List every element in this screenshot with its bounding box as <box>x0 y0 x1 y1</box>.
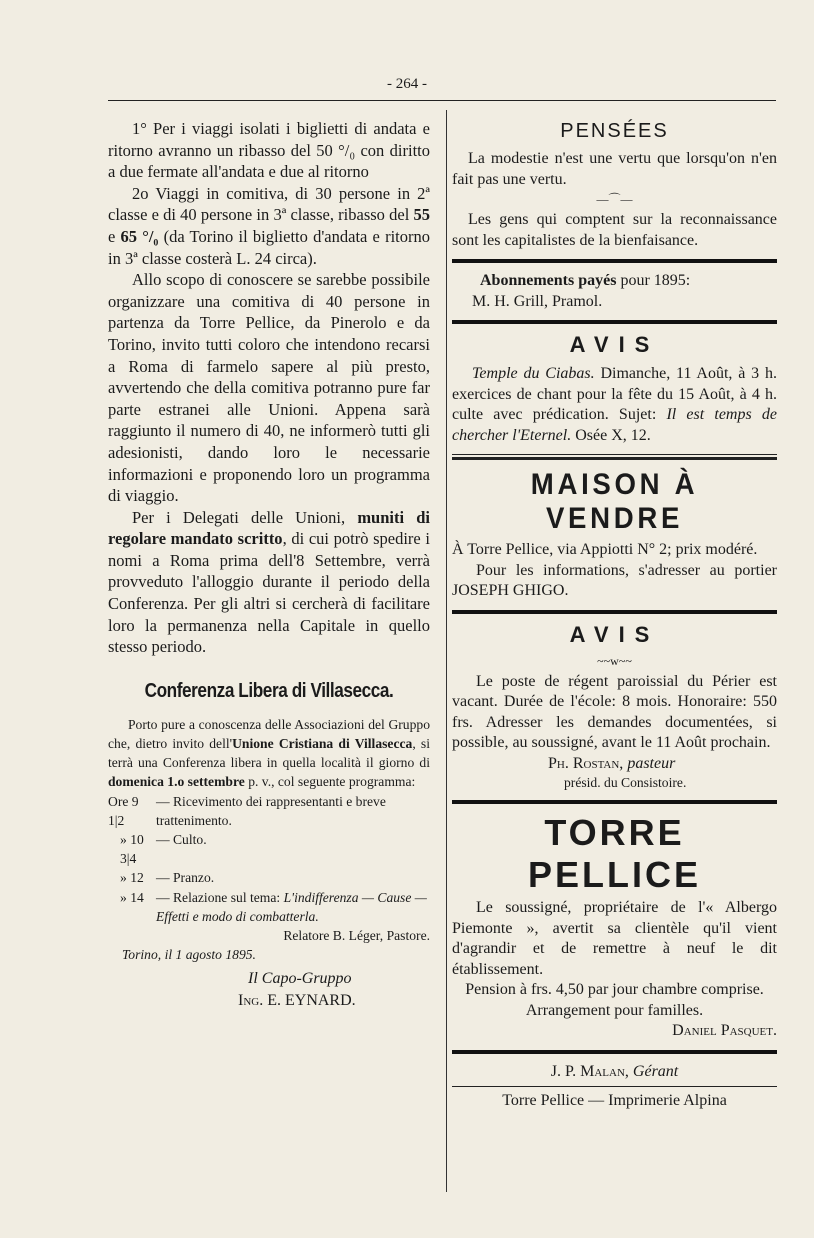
separator <box>452 454 777 460</box>
separator <box>452 610 777 614</box>
avis-title: AVIS <box>569 621 660 647</box>
conf-bold-1: Unione Cristiana di Villasecca <box>232 736 413 752</box>
date-line: Torino, il 1 agosto 1895. <box>122 947 256 963</box>
pensees-title: PENSÉES <box>560 120 669 142</box>
avis-1-text <box>452 364 777 446</box>
abonnements <box>452 271 777 292</box>
abonnements-rest: pour 1895: <box>616 272 691 289</box>
right-column <box>452 118 777 1112</box>
separator <box>452 259 777 263</box>
left-article <box>108 118 430 658</box>
gerant-name: J. P. Malan, <box>550 1062 629 1080</box>
torre-title: TORRE PELLICE <box>527 812 701 895</box>
separator <box>452 1050 777 1054</box>
header-rule <box>108 100 776 101</box>
torre-text: Le soussigné, propriétaire de l'« Albergo Piemonte », avertit sa clientèle qu'il vient d'agrandir et de remettre à neuf le dit établissement. <box>452 899 777 978</box>
separator <box>452 800 777 804</box>
separator <box>452 1086 777 1087</box>
pensee-2: Les gens qui comptent sur la reconnaissance sont les capitalistes de la bienfaisance. <box>452 211 777 249</box>
abonnements-names: M. H. Grill, Pramol. <box>472 292 603 310</box>
avis-1-place: Temple du Ciabas. <box>472 365 595 382</box>
separator <box>452 320 777 324</box>
torre-arrangement: Arrangement pour familles. <box>525 1001 704 1019</box>
program-row <box>108 830 430 868</box>
paragraph-4-tail: , di cui potrò spedire i nomi a Roma prima dell'8 Settembre, verrà provveduto l'alloggio durante il periodo della Conferenza. Per gli altri si cercherà di facilitare loro la permanenza nella Capitale in quello stesso periodo. <box>108 529 430 657</box>
gerant-role: Gérant <box>628 1062 679 1080</box>
column-divider <box>446 110 447 1192</box>
avis-title: AVIS <box>569 332 660 357</box>
imprimerie: Torre Pellice — Imprimerie Alpina <box>502 1092 727 1109</box>
avis-1-subject: Il est temps de chercher l'Eternel. <box>452 406 777 444</box>
program-item: — Culto. <box>156 832 207 848</box>
conf-text-1: Porto pure a conoscenza delle Associazioni del Gruppo che, dietro invito dell' <box>108 716 430 752</box>
discount-65: 65 °/₀ <box>120 226 159 246</box>
program-row <box>108 888 430 926</box>
program-list <box>108 792 430 965</box>
avis-2-signature-2: présid. du Consistoire. <box>564 775 687 790</box>
signature-name: Ing. E. EYNARD. <box>238 992 356 1010</box>
paragraph-4-text: Per i Delegati delle Unioni, <box>132 507 346 527</box>
paragraph-2-mid: e <box>108 226 121 246</box>
program-item: — Ricevimento dei rappresentanti e breve trattenimento. <box>156 793 386 828</box>
program-time: Ore 9 1|2 <box>108 793 139 828</box>
pensee-1: La modestie n'est une vertu que lorsqu'on n'en fait pas une vertu. <box>452 150 777 188</box>
conference-text <box>108 715 430 792</box>
signature-title: Il Capo-Gruppo <box>248 970 352 988</box>
conf-text-3: p. v., col seguente programma: <box>244 774 416 790</box>
torre-pension: Pension à frs. 4,50 par jour chambre comprise. <box>465 981 764 998</box>
program-row <box>108 868 430 887</box>
avis-2-sig-role: pasteur <box>623 754 676 772</box>
avis-1-tail: Osée X, 12. <box>571 426 651 444</box>
maison-title: MAISON À VENDRE <box>530 468 699 535</box>
relatore: Relatore B. Léger, Pastore. <box>283 928 430 944</box>
page-number: - 264 - <box>387 76 427 92</box>
program-item-text: — Relazione sul tema: <box>156 889 281 905</box>
program-time: » 12 <box>120 870 144 886</box>
torre-signature: Daniel Pasquet. <box>672 1022 777 1039</box>
program-item <box>156 888 430 926</box>
discount-55: 55 <box>413 205 431 225</box>
abonnements-bold: Abonnements payés <box>480 272 617 289</box>
program-row <box>108 792 430 830</box>
paragraph-1: 1° Per i viaggi isolati i biglietti di andata e ritorno avranno un ribasso del 50 °/₀ con diritto a due fermate all'andata e due al ritorno <box>108 119 430 182</box>
avis-2-sig-name: Ph. Rostan, <box>548 754 624 772</box>
left-column <box>108 118 430 1012</box>
maison-text: À Torre Pellice, via Appiotti N° 2; prix modéré. <box>452 541 758 558</box>
mandate-bold: muniti di regolare mandato scritto <box>108 507 430 549</box>
avis-2-text: Le poste de régent paroissial du Périer est vacant. Durée de l'école: 8 mois. Honoraire: 550 frs. Adresser les demandes documentées, si possible, au soussigné, avant le 11 Août prochain. <box>452 672 777 751</box>
maison-text-2: Pour les informations, s'adresser au portier JOSEPH GHIGO. <box>452 561 777 599</box>
conf-bold-2: domenica 1.o settembre <box>108 774 245 790</box>
paragraph-4 <box>108 507 430 658</box>
avis-1-body: Dimanche, 11 Août, à 3 h. exercices de chant pour la fête du 15 Août, à 4 h. culte avec prédication. Sujet: <box>452 365 777 423</box>
program-time: » 14 <box>120 889 144 905</box>
paragraph-3: Allo scopo di conoscere se sarebbe possibile organizzare una comitiva di 40 persone in partenza da Torre Pellice, da Pinerolo e da Torino, invito tutti coloro che intendono recarsi a Roma di farmelo sapere al più presto, avvertendo che della comitiva potranno pure far parte estranei alle Unioni. Appena sarà raggiunto il numero di 40, ne informerò tutti gli adesionisti, dando loro le necessarie informazioni e proponendo loro un programma di viaggio. <box>108 270 430 506</box>
relazione-topic: L'indifferenza — Cause — Effetti e modo di combatterla. <box>156 889 427 924</box>
paragraph-2-tail: (da Torino il biglietto d'andata e ritorno in 3ª classe costerà L. 24 circa). <box>108 226 430 268</box>
paragraph-2-text: 2o Viaggi in comitiva, di 30 persone in 2ª classe e di 40 persone in 3ª classe, ribasso del <box>108 183 430 225</box>
conf-text-2: , si terrà una Conferenza libera in quella località il giorno di <box>108 736 430 771</box>
conference-title: Conferenza Libera di Villasecca. <box>144 679 394 702</box>
ornament: ~~w~~ <box>597 653 632 668</box>
gerant <box>452 1062 777 1083</box>
program-item: — Pranzo. <box>156 870 215 886</box>
program-time: » 10 3|4 <box>120 832 144 867</box>
ornament: —⌒— <box>596 192 633 206</box>
paragraph-2 <box>108 183 430 269</box>
avis-2-signature <box>452 754 777 775</box>
